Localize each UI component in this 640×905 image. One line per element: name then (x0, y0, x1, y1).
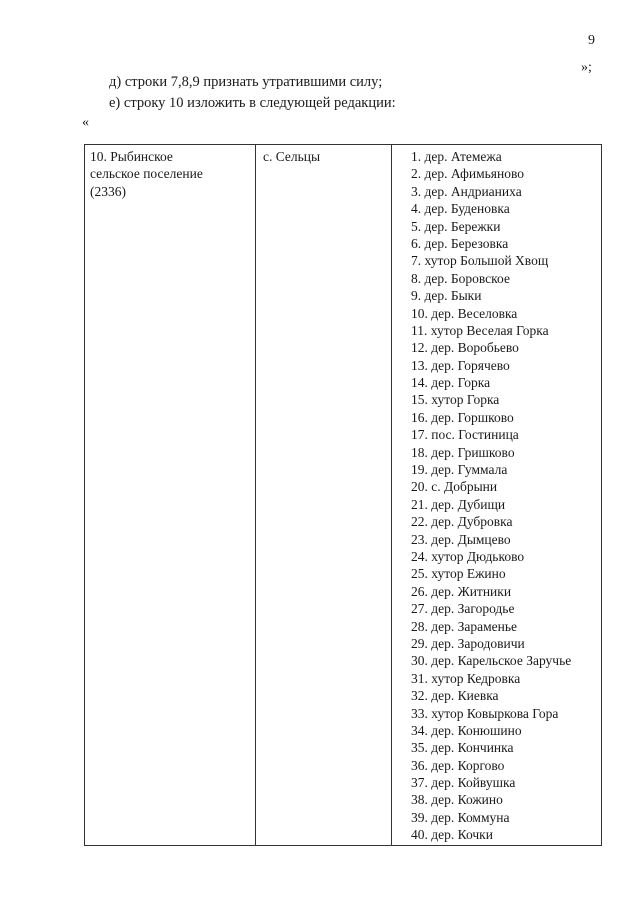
village-list-item: 9. дер. Быки (411, 288, 482, 304)
village-list-item: 30. дер. Карельское Заручье (411, 653, 572, 669)
village-list-item: 18. дер. Гришково (411, 444, 515, 460)
village-list-item: 2. дер. Афимьяново (411, 166, 524, 182)
village-list-item: 7. хутор Большой Хвощ (411, 253, 549, 269)
opening-quote: « (82, 115, 89, 130)
village-list-item: 25. хутор Ежино (411, 566, 506, 582)
village-list-item: 39. дер. Коммуна (411, 809, 510, 825)
settlement-name-line: сельское поселение (90, 166, 203, 182)
center-cell (263, 148, 388, 165)
village-list-item: 5. дер. Бережки (411, 218, 501, 234)
village-list-item: 11. хутор Веселая Горка (411, 322, 549, 338)
village-list-item: 38. дер. Кожино (411, 792, 503, 808)
village-list-item: 14. дер. Горка (411, 375, 491, 391)
village-list-item: 20. с. Добрыни (411, 479, 498, 495)
village-list-item: 17. пос. Гостиница (411, 427, 519, 443)
village-list-item: 22. дер. Дубровка (411, 514, 513, 530)
village-list-item: 3. дер. Андрианиха (411, 183, 522, 199)
village-list-item: 36. дер. Коргово (411, 757, 505, 773)
village-list-item: 40. дер. Кочки (411, 827, 493, 843)
village-list-item: 23. дер. Дымцево (411, 531, 511, 547)
villages-cell (411, 148, 601, 844)
village-list-item: 24. хутор Дюдьково (411, 548, 525, 564)
village-list-item: 16. дер. Горшково (411, 409, 514, 425)
village-list-item: 6. дер. Березовка (411, 235, 509, 251)
settlements-table (84, 144, 602, 846)
village-list-item: 37. дер. Койвушка (411, 775, 516, 791)
village-list-item: 32. дер. Киевка (411, 688, 499, 704)
administrative-center: с. Сельцы (263, 149, 321, 164)
column-divider (255, 145, 256, 845)
village-list-item: 21. дер. Дубищи (411, 496, 506, 512)
settlement-cell (90, 148, 250, 200)
paragraph-line-d: д) строки 7,8,9 признать утратившими силу; (109, 74, 383, 90)
village-list-item: 35. дер. Кончинка (411, 740, 514, 756)
column-divider (391, 145, 392, 845)
village-list-item: 4. дер. Буденовка (411, 201, 510, 217)
village-list (411, 148, 601, 844)
village-list-item: 26. дер. Житники (411, 583, 512, 599)
village-list-item: 33. хутор Ковыркова Гора (411, 705, 559, 721)
settlement-name-line: 10. Рыбинское (90, 149, 173, 164)
closing-quote: »; (581, 60, 592, 75)
settlement-code: (2336) (90, 183, 126, 199)
village-list-item: 8. дер. Боровское (411, 270, 510, 286)
village-list-item: 13. дер. Горячево (411, 357, 510, 373)
village-list-item: 10. дер. Веселовка (411, 305, 518, 321)
village-list-item: 27. дер. Загородье (411, 601, 515, 617)
village-list-item: 15. хутор Горка (411, 392, 500, 408)
paragraph-line-e: е) строку 10 изложить в следующей редакции: (109, 95, 396, 111)
village-list-item: 28. дер. Зараменье (411, 618, 518, 634)
village-list-item: 12. дер. Воробьево (411, 340, 519, 356)
village-list-item: 1. дер. Атемежа (411, 149, 502, 164)
village-list-item: 31. хутор Кедровка (411, 670, 521, 686)
page-number: 9 (588, 33, 595, 48)
village-list-item: 19. дер. Гуммала (411, 462, 508, 478)
village-list-item: 34. дер. Конюшино (411, 722, 522, 738)
village-list-item: 29. дер. Зародовичи (411, 635, 525, 651)
